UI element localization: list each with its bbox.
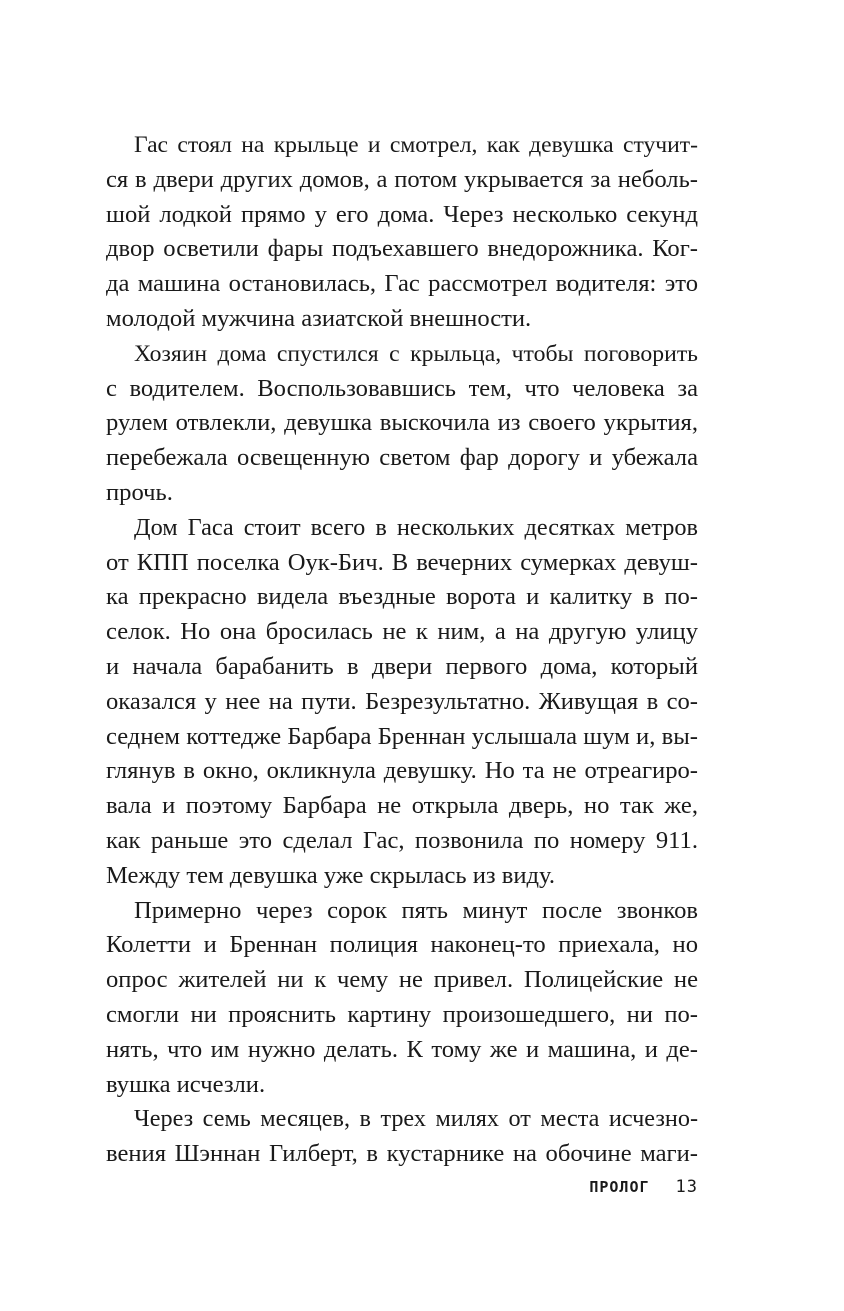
paragraph <box>106 337 698 511</box>
text-line: и начала барабанить в двери первого дома, который <box>106 652 698 680</box>
text-line: да машина остановилась, Гас рассмотрел водителя: это <box>106 270 698 298</box>
paragraph <box>106 511 698 894</box>
page-footer <box>589 1177 698 1197</box>
text-line: вения Шэннан Гилберт, в кустарнике на обочине маги- <box>106 1140 698 1168</box>
text-line: Гас стоял на крыльце и смотрел, как девушка стучит- <box>134 132 698 158</box>
text-line: селок. Но она бросилась не к ним, а на другую улицу <box>106 618 698 646</box>
running-head: ПРОЛОГ <box>589 1178 650 1196</box>
page-number: 13 <box>675 1177 698 1197</box>
text-line: перебежала освещенную светом фар дорогу и убежала <box>106 444 698 472</box>
text-line: двор осветили фары подъехавшего внедорожника. Ког- <box>106 235 698 263</box>
paragraph <box>106 894 698 1103</box>
text-line: седнем коттедже Барбара Бреннан услышала шум и, вы- <box>106 722 698 750</box>
text-line: нять, что им нужно делать. К тому же и машина, и де- <box>106 1035 698 1063</box>
text-line: как раньше это сделал Гас, позвонила по номеру 911. <box>106 826 698 854</box>
text-line: глянув в окно, окликнула девушку. Но та не отреагиро- <box>106 757 698 785</box>
text-line: от КПП поселка Оук-Бич. В вечерних сумерках девуш- <box>106 548 698 576</box>
text-line: смогли ни прояснить картину произошедшего, ни по- <box>106 1000 698 1028</box>
paragraph <box>106 128 698 337</box>
text-line: с водителем. Воспользовавшись тем, что человека за <box>106 374 698 402</box>
text-line: прочь. <box>106 478 173 506</box>
text-line: Между тем девушка уже скрылась из виду. <box>106 861 556 889</box>
text-line: вала и поэтому Барбара не открыла дверь, но так же, <box>106 792 698 820</box>
text-line: Колетти и Бреннан полиция наконец-то приехала, но <box>106 931 698 959</box>
text-line: рулем отвлекли, девушка выскочила из своего укрытия, <box>106 409 698 437</box>
text-line: вушка исчезли. <box>106 1070 266 1098</box>
text-line: Через семь месяцев, в трех милях от места исчезно- <box>134 1105 698 1133</box>
body-text <box>106 128 698 1172</box>
text-line: молодой мужчина азиатской внешности. <box>106 304 532 332</box>
text-line: Дом Гаса стоит всего в нескольких десятках метров <box>134 513 698 541</box>
paragraph <box>106 1102 698 1172</box>
text-line: шой лодкой прямо у его дома. Через несколько секунд <box>106 200 698 228</box>
text-line: Примерно через сорок пять минут после звонков <box>134 896 698 924</box>
text-line: ся в двери других домов, а потом укрывается за неболь- <box>106 165 698 193</box>
text-line: Хозяин дома спустился с крыльца, чтобы поговорить <box>134 340 698 367</box>
text-line: опрос жителей ни к чему не привел. Полицейские не <box>106 966 698 994</box>
text-line: оказался у нее на пути. Безрезультатно. Живущая в со- <box>106 687 698 715</box>
text-line: ка прекрасно видела въездные ворота и калитку в по- <box>106 583 698 611</box>
